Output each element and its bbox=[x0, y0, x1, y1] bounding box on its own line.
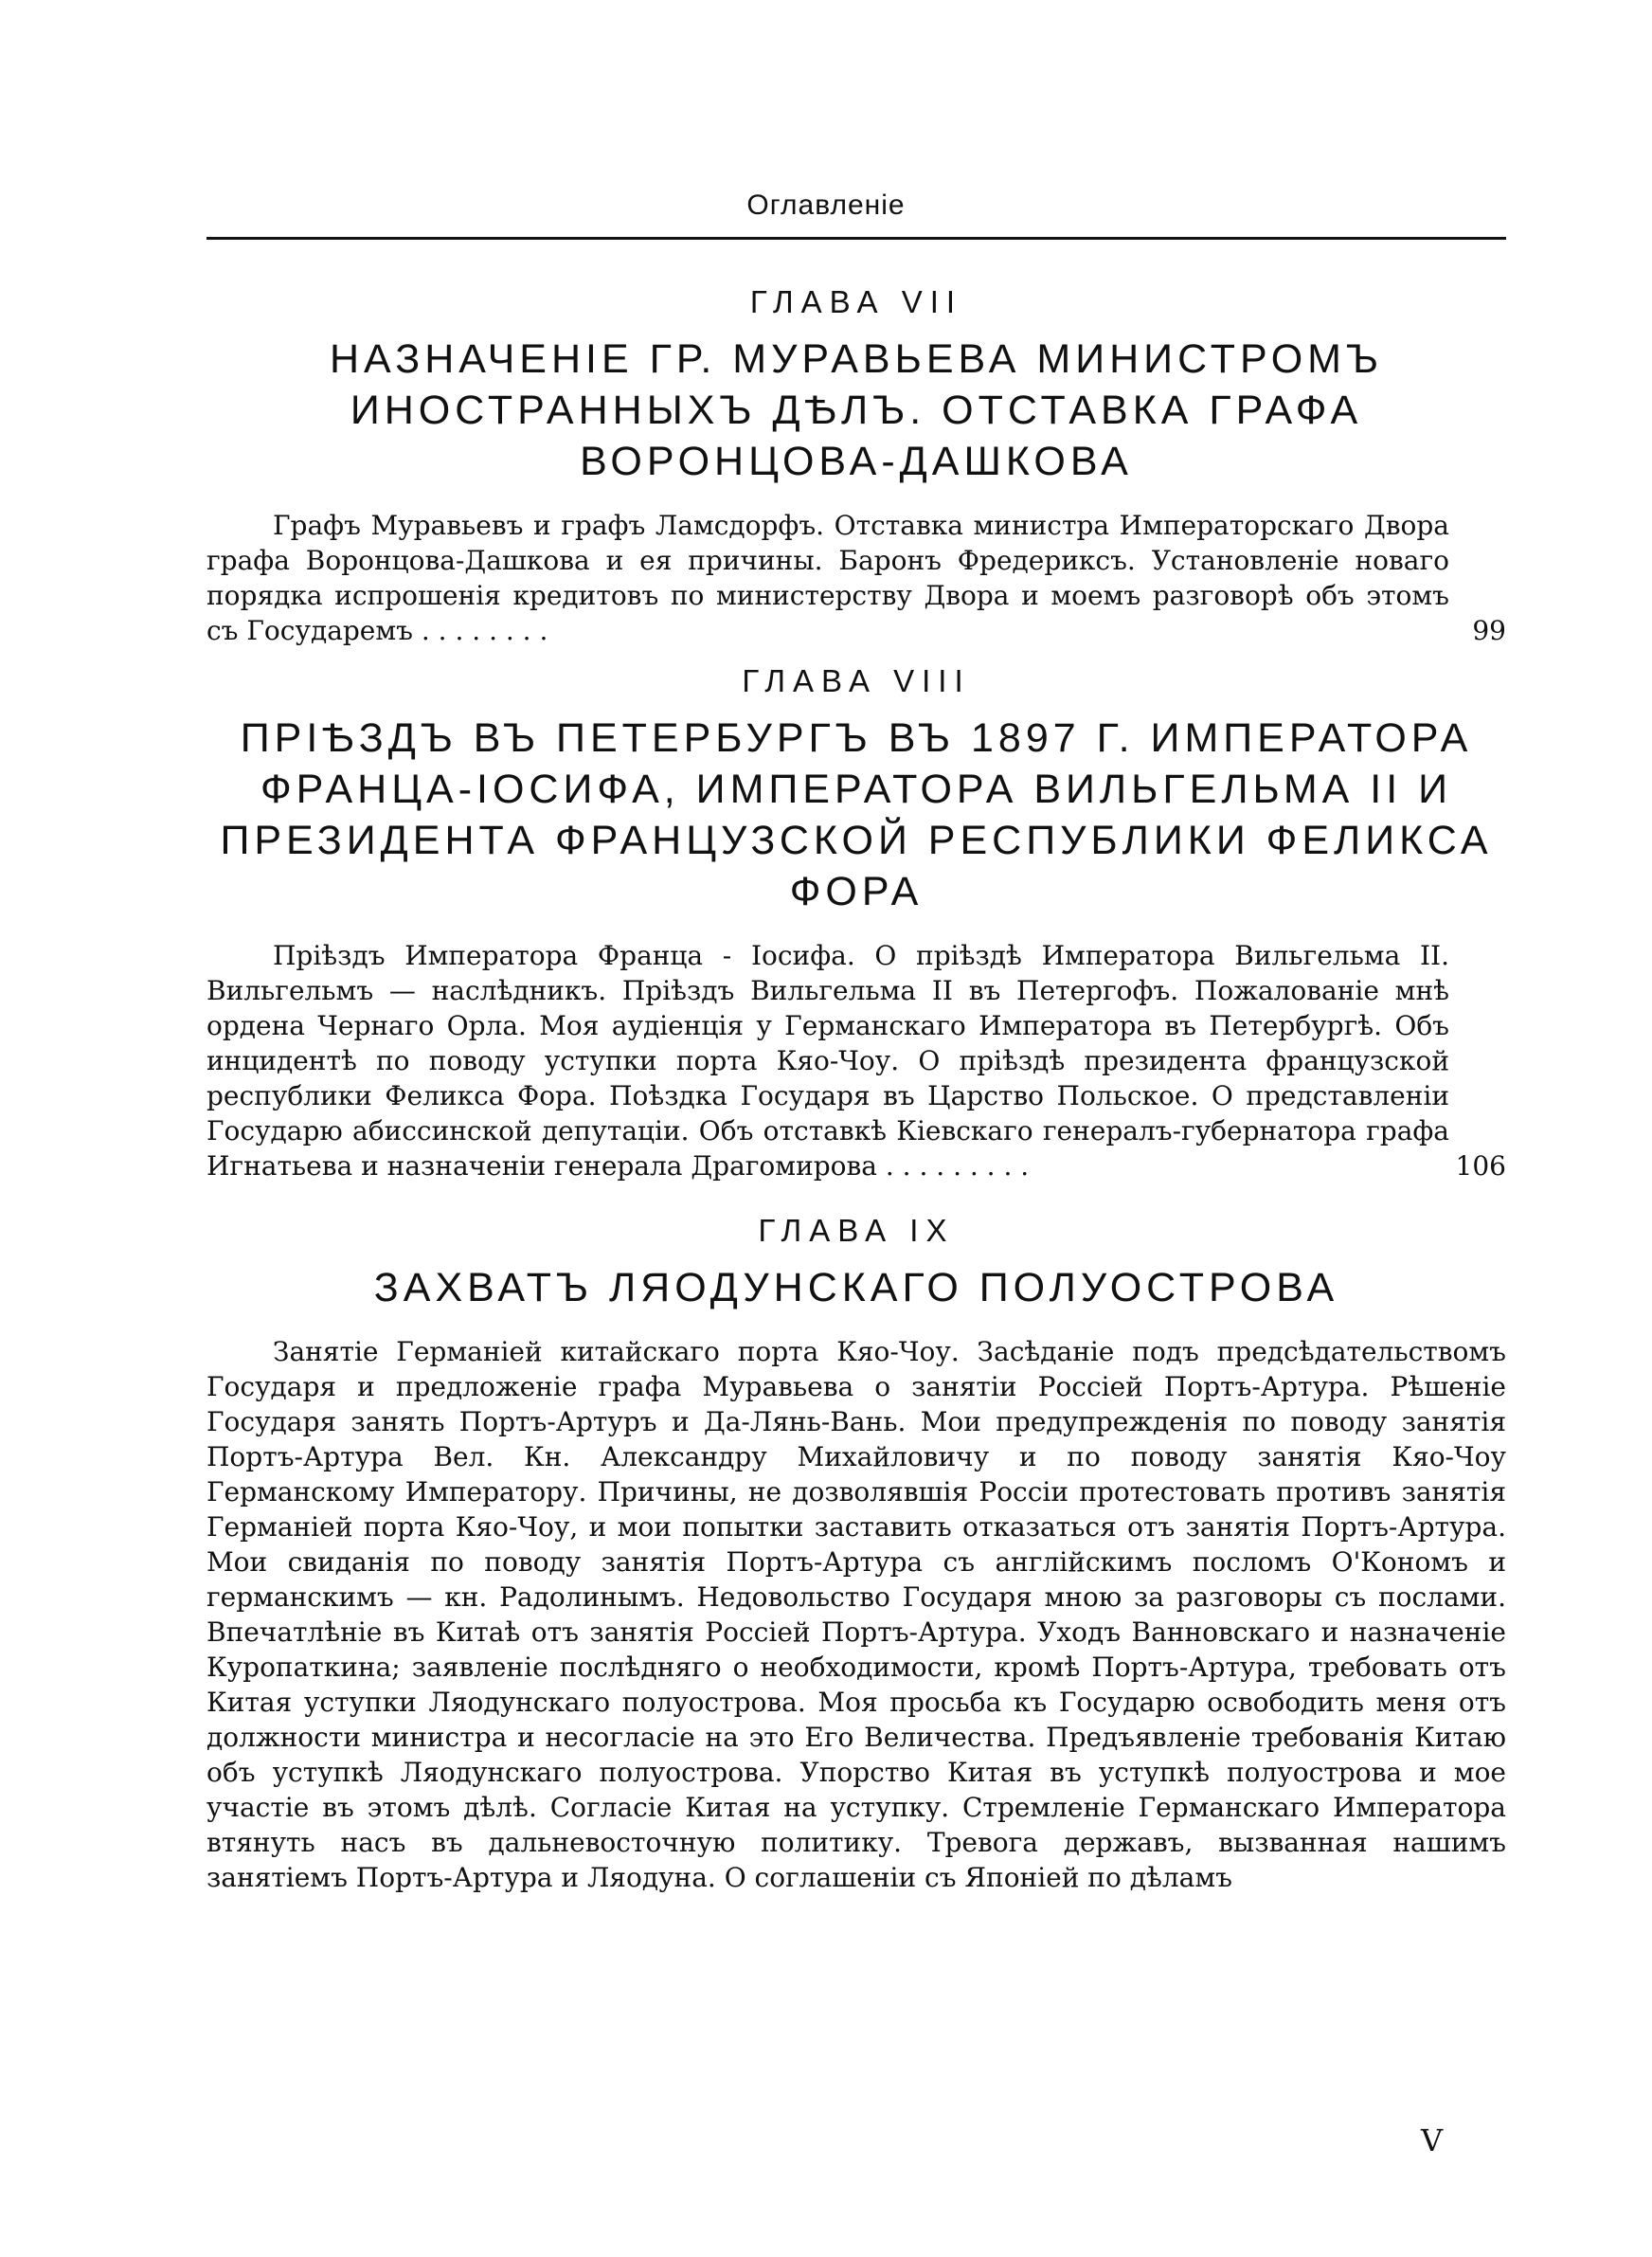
chapter-9 bbox=[206, 1213, 1506, 1895]
chapter-7-label: ГЛАВА VII bbox=[749, 284, 963, 319]
chapter-9-title: ЗАХВАТЪ ЛЯОДУНСКАГО ПОЛУОСТРОВА bbox=[373, 1265, 1339, 1310]
chapter-7 bbox=[206, 284, 1506, 648]
chapter-7-summary bbox=[206, 508, 1506, 648]
chapter-9-summary-text: Занятіе Германіей китайскаго порта Кяо-Чоу. Засѣданіе подъ предсѣдательствомъ Государя и предложеніе графа Муравьева о занятіи Россіей Портъ-Артура. Рѣшеніе Государя занять Портъ-Артуръ и Да-Лянь-Вань. Мои предупрежденія по поводу занятія Портъ-Артура Вел. Кн. Александру Михайловичу и по поводу занятія Кяо-Чоу Германскому Императору. Причины, не дозволявшія Россіи протестовать противъ занятія Германіей порта Кяо-Чоу, и мои попытки заставить отказаться отъ занятія Портъ-Артура. Мои свиданія по поводу занятія Портъ-Артура съ англійскимъ посломъ О'Кономъ и германскимъ — кн. Радолинымъ. Недовольство Государя мною за разговоры съ послами. Впечатлѣніе въ Китаѣ отъ занятія Россіей Портъ-Артура. Уходъ Ванновскаго и назначеніе Куропаткина; заявленіе послѣдняго о необходимости, кромѣ Портъ-Артура, требовать отъ Китая уступки Ляодунскаго полуострова. Моя просьба къ Государю освободить меня отъ должности министра и несогласіе на это Его Величества. Предъявленіе требованія Китаю объ уступкѣ Ляодунскаго полуострова. Упорство Китая въ уступкѣ полуострова и мое участіе въ этомъ дѣлѣ. Согласіе Китая на уступку. Стремленіе Германскаго Императора втянуть насъ въ дальневосточную политику. Тревога державъ, вызванная нашимъ занятіемъ Портъ-Артура и Ляодуна. О соглашеніи съ Японіей по дѣламъ bbox=[206, 1336, 1506, 1893]
chapter-8-summary bbox=[206, 938, 1506, 1183]
chapter-7-page-ref: 99 bbox=[1472, 615, 1506, 646]
chapter-8-summary-text: Пріѣздъ Императора Франца - Іосифа. О пріѣздѣ Императора Вильгельма II. Вильгельмъ — наслѣдникъ. Пріѣздъ Вильгельма II въ Петергофъ. Пожалованіе мнѣ ордена Чернаго Орла. Моя аудіенція у Германскаго Императора въ Петербургѣ. Объ инцидентѣ по поводу уступки порта Кяо-Чоу. О пріѣздѣ президента французской республики Феликса Фора. Поѣздка Государя въ Царство Польское. О представленіи Государю абиссинской депутаціи. Объ отставкѣ Кіевскаго генералъ-губернатора графа Игнатьева и назначеніи генерала Драгомирова . . . . . . . . . bbox=[206, 940, 1449, 1182]
chapter-7-summary-text: Графъ Муравьевъ и графъ Ламсдорфъ. Отставка министра Императорскаго Двора графа Воронцова-Дашкова и ея причины. Баронъ Фредериксъ. Установленіе новаго порядка испрошенія кредитовъ по министерству Двора и моемъ разговорѣ объ этомъ съ Государемъ . . . . . . . . bbox=[206, 510, 1449, 646]
chapter-8-title: ПРІѢЗДЪ ВЪ ПЕТЕРБУРГЪ ВЪ 1897 Г. ИМПЕРАТОРА ФРАНЦА-ІОСИФА, ИМПЕРАТОРА ВИЛЬГЕЛЬМА II И ПРЕЗИДЕНТА ФРАНЦУЗСКОЙ РЕСПУБЛИКИ ФЕЛИКСА ФОРА bbox=[220, 715, 1493, 914]
page-folio: V bbox=[1421, 2122, 1444, 2158]
running-head: Оглавленіе bbox=[746, 190, 906, 221]
chapter-9-label: ГЛАВА IX bbox=[758, 1213, 955, 1248]
chapter-7-title: НАЗНАЧЕНІЕ ГР. МУРАВЬЕВА МИНИСТРОМЪ ИНОСТРАННЫХЪ ДѢЛЪ. ОТСТАВКА ГРАФА ВОРОНЦОВА-ДАШКОВА bbox=[330, 336, 1383, 484]
chapter-8 bbox=[206, 663, 1506, 1183]
chapter-8-label: ГЛАВА VIII bbox=[742, 663, 971, 698]
header-rule bbox=[206, 237, 1506, 240]
chapter-8-page-ref: 106 bbox=[1455, 1150, 1506, 1182]
chapter-9-summary bbox=[206, 1334, 1506, 1895]
